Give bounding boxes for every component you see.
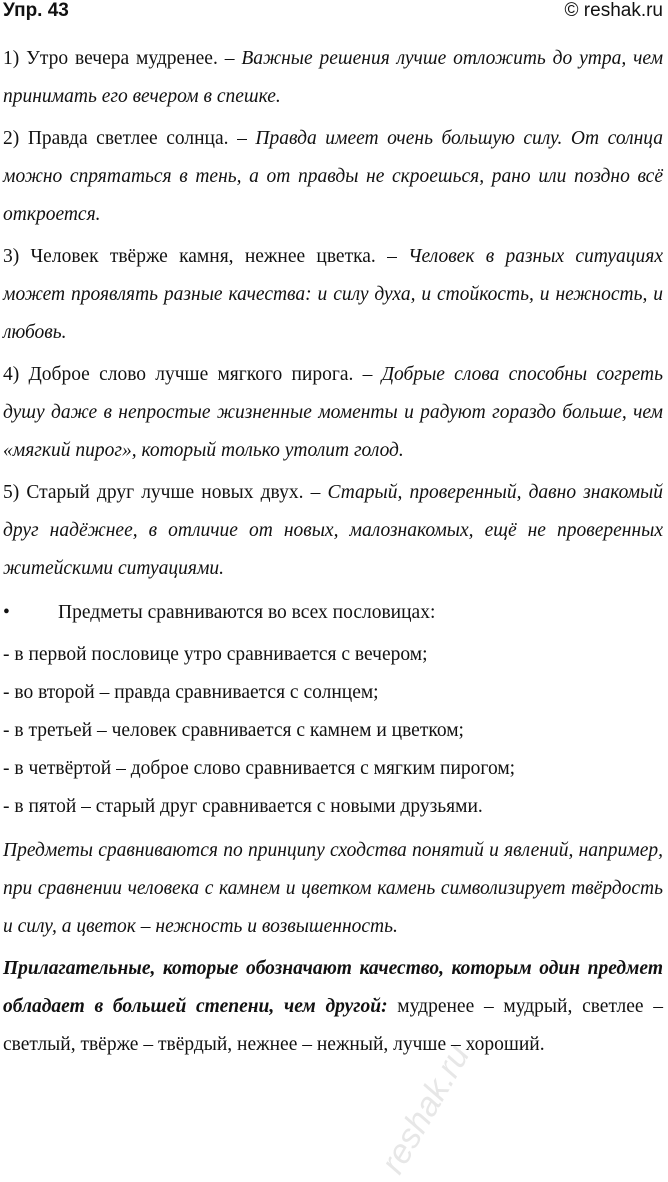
page-header [3,0,663,30]
proverb-explanation: Старый, проверенный, давно знакомый друг надёжнее, в отличие от новых, малознакомых, ещё не проверенных житейскими ситуациями. [3,482,663,579]
dash: – [375,246,409,267]
proverb-5 [3,474,663,588]
proverb-text: 2) Правда светлее солнца. [3,128,229,149]
proverb-explanation: Правда имеет очень большую силу. От солнца можно спрятаться в тень, а от правды не скроешься, рано или поздно всё откроется. [3,128,664,225]
dash: – [228,128,256,149]
bullet-heading [3,594,663,632]
proverb-1 [3,40,663,116]
proverb-explanation: Важные решения лучше отложить до утра, чем принимать его вечером в спешке. [3,48,664,107]
list-item: - в первой пословице утро сравнивается с вечером; [3,644,428,665]
adjectives-heading: Прилагательные, которые обозначают качество, которым один предмет обладает в большей степени, чем другой: [3,958,663,1017]
page-content [3,0,663,1064]
proverb-explanation: Человек в разных ситуациях может проявлять разные качества: и силу духа, и стойкость, и нежность, и любовь. [3,246,663,343]
list-item: - в пятой – старый друг сравнивается с новыми друзьями. [3,796,483,817]
dash: – [217,48,242,69]
list-item: - во второй – правда сравнивается с солнцем; [3,682,379,703]
adjectives-pairs: мудренее – мудрый, светлее – светлый, твёрже – твёрдый, нежнее – нежный, лучше – хороший. [3,996,664,1055]
proverb-4 [3,356,663,470]
watermark-text: reshak.ru [373,1038,478,1181]
proverb-2 [3,120,663,234]
adjectives-paragraph [3,950,663,1064]
proverb-text: 5) Старый друг лучше новых двух. [3,482,304,503]
conclusion-paragraph: Предметы сравниваются по принципу сходства понятий и явлений, например, при сравнении человека с камнем и цветком камень символизирует твёрдость и силу, а цветок – нежность и возвышенность. [3,840,663,937]
site-credit: © reshak.ru [564,0,663,21]
proverb-text: 1) Утро вечера мудренее. [3,48,218,69]
bullet-icon: • [3,602,10,623]
bullet-text: Предметы сравниваются во всех пословицах: [58,602,436,623]
proverb-3 [3,238,663,352]
dash: – [353,364,382,385]
list-item: - в третьей – человек сравнивается с камнем и цветком; [3,720,464,741]
comparison-list [3,636,663,826]
proverb-text: 4) Доброе слово лучше мягкого пирога. [3,364,354,385]
proverb-explanation: Добрые слова способны согреть душу даже в непростые жизненные моменты и радуют гораздо больше, чем «мягкий пирог», который только утолит голод. [3,364,664,461]
exercise-title: Упр. 43 [3,0,69,21]
list-item: - в четвёртой – доброе слово сравнивается с мягким пирогом; [3,758,516,779]
proverb-text: 3) Человек твёрже камня, нежнее цветка. [3,246,376,267]
dash: – [303,482,328,503]
